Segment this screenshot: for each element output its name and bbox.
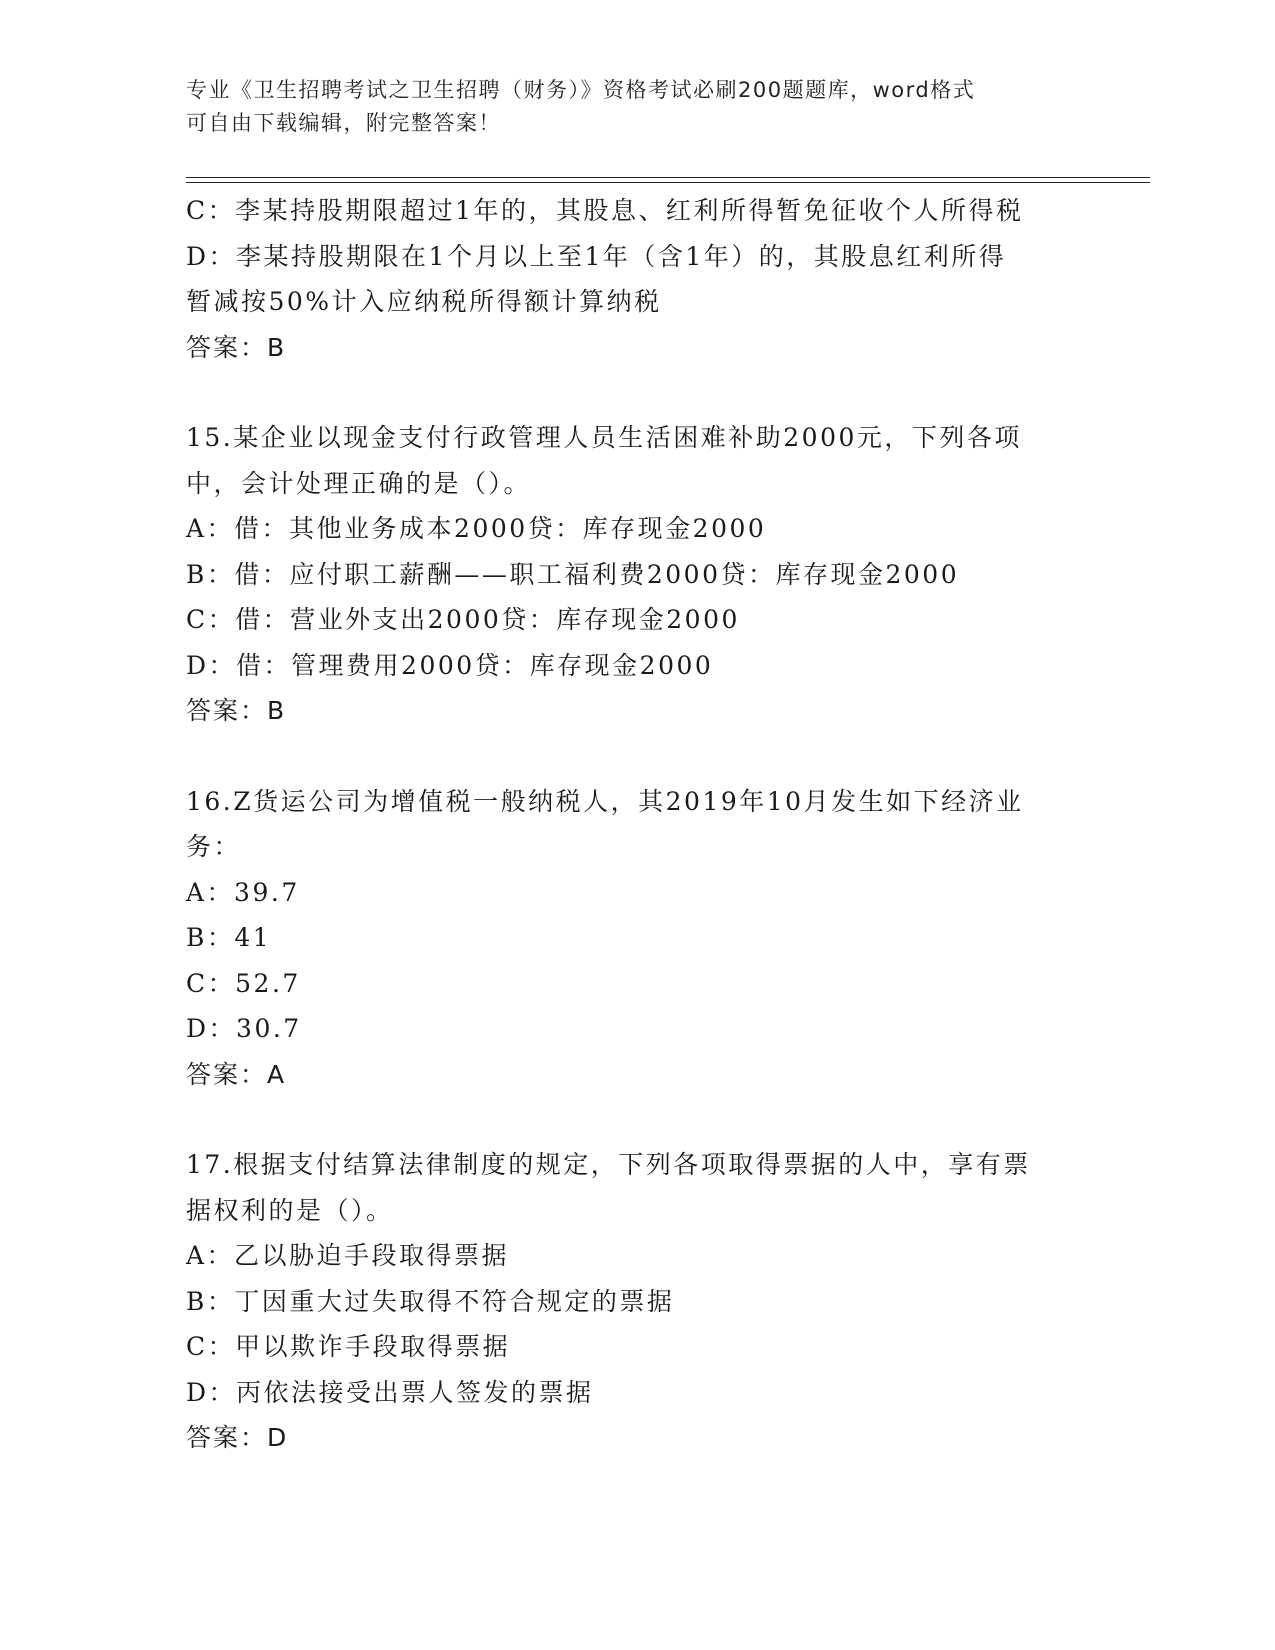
option-b: B：借：应付职工薪酬——职工福利费2000贷：库存现金2000 bbox=[186, 559, 960, 589]
spacer bbox=[186, 1097, 1086, 1142]
document-header bbox=[186, 74, 1066, 140]
question-stem-continued: 务： bbox=[186, 832, 242, 861]
option-c: C：借：营业外支出2000贷：库存现金2000 bbox=[186, 605, 740, 634]
option-d: D：借：管理费用2000贷：库存现金2000 bbox=[186, 650, 714, 680]
answer: 答案：B bbox=[186, 332, 287, 362]
option-d: D：丙依法接受出票人签发的票据 bbox=[186, 1377, 594, 1407]
question-15 bbox=[186, 415, 1086, 734]
header-divider-bottom bbox=[186, 182, 1150, 183]
header-title-line-1: 专业《卫生招聘考试之卫生招聘（财务）》资格考试必刷200题题库，word格式 bbox=[186, 78, 976, 102]
question-17 bbox=[186, 1142, 1086, 1461]
header-divider-top bbox=[186, 177, 1150, 178]
question-stem: 16.Z货运公司为增值税一般纳税人，其2019年10月发生如下经济业 bbox=[186, 786, 1024, 816]
spacer bbox=[186, 370, 1086, 415]
question-list bbox=[186, 188, 1086, 1461]
option-a: A：乙以胁迫手段取得票据 bbox=[186, 1241, 510, 1270]
question-16 bbox=[186, 779, 1086, 1098]
question-stem-continued: 中，会计处理正确的是（）。 bbox=[186, 468, 532, 498]
option-d: D：李某持股期限在1个月以上至1年（含1年）的，其股息红利所得 bbox=[186, 241, 1007, 271]
option-b: B：41 bbox=[186, 923, 272, 952]
spacer bbox=[186, 734, 1086, 779]
option-c: C：李某持股期限超过1年的，其股息、红利所得暂免征收个人所得税 bbox=[186, 196, 1024, 225]
answer: 答案：B bbox=[186, 696, 287, 725]
answer: 答案：D bbox=[186, 1423, 289, 1452]
question-stem: 15.某企业以现金支付行政管理人员生活困难补助2000元，下列各项 bbox=[186, 423, 1022, 452]
option-d: D：30.7 bbox=[186, 1014, 302, 1043]
question-14-tail bbox=[186, 188, 1086, 370]
option-b: B：丁因重大过失取得不符合规定的票据 bbox=[186, 1286, 675, 1316]
question-stem-continued: 据权利的是（）。 bbox=[186, 1195, 394, 1225]
option-c: C：52.7 bbox=[186, 968, 301, 998]
option-d-continued: 暂减按50%计入应纳税所得额计算纳税 bbox=[186, 287, 662, 316]
header-title-line-2: 可自由下载编辑，附完整答案！ bbox=[186, 111, 501, 135]
option-c: C：甲以欺诈手段取得票据 bbox=[186, 1332, 511, 1361]
question-stem: 17.根据支付结算法律制度的规定，下列各项取得票据的人中，享有票 bbox=[186, 1150, 1031, 1179]
answer: 答案：A bbox=[186, 1059, 287, 1089]
option-a: A：借：其他业务成本2000贷：库存现金2000 bbox=[186, 514, 767, 543]
option-a: A：39.7 bbox=[186, 877, 300, 907]
